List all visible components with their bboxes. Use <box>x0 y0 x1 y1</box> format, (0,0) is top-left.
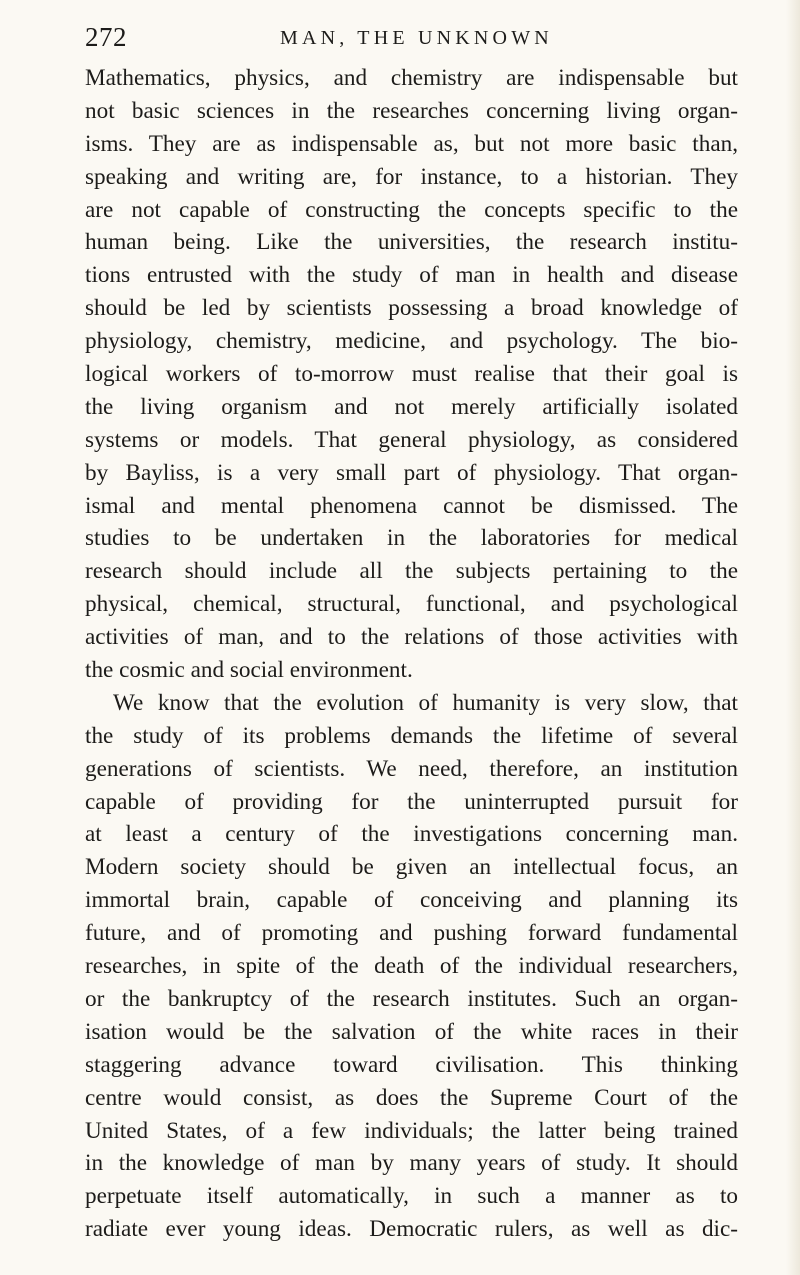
text-line: in the knowledge of man by many years of study. It should <box>85 1150 738 1177</box>
text-line: ismal and mental phenomena cannot be dismissed. The <box>85 492 738 519</box>
text-line: physical, chemical, structural, functional, and psychological <box>85 591 738 618</box>
text-line: capable of providing for the uninterrupted pursuit for <box>85 788 738 815</box>
text-line: centre would consist, as does the Supreme Court of the <box>85 1084 738 1111</box>
text-line: or the bankruptcy of the research institutes. Such an organ- <box>85 985 738 1012</box>
text-line: isation would be the salvation of the white races in their <box>85 1018 738 1045</box>
text-line: Mathematics, physics, and chemistry are indispensable but <box>85 65 738 91</box>
text-line: activities of man, and to the relations of those activities with <box>85 624 738 651</box>
text-line: systems or models. That general physiology, as considered <box>85 426 738 453</box>
running-title: MAN, THE UNKNOWN <box>280 27 553 49</box>
text-line: Modern society should be given an intellectual focus, an <box>85 854 738 881</box>
page-header <box>85 20 735 54</box>
text-line: human being. Like the universities, the research institu- <box>85 229 738 256</box>
text-line: perpetuate itself automatically, in such a manner as to <box>85 1183 738 1210</box>
text-line: radiate ever young ideas. Democratic rulers, as well as dic- <box>85 1216 738 1243</box>
text-line: staggering advance toward civilisation. This thinking <box>85 1051 738 1078</box>
text-line: by Bayliss, is a very small part of physiology. That organ- <box>85 459 738 486</box>
text-line: logical workers of to-morrow must realise that their goal is <box>85 361 738 388</box>
text-line: tions entrusted with the study of man in health and disease <box>85 262 738 289</box>
page-number: 272 <box>85 22 127 52</box>
text-line: speaking and writing are, for instance, to a historian. They <box>85 163 738 190</box>
text-line: United States, of a few individuals; the latter being trained <box>85 1117 738 1144</box>
body-text <box>85 62 738 1246</box>
page-edge-shadow <box>786 0 800 1275</box>
text-line: not basic sciences in the researches concerning living organ- <box>85 97 738 124</box>
text-line: should be led by scientists possessing a broad knowledge of <box>85 295 738 322</box>
text-line: researches, in spite of the death of the individual researchers, <box>85 953 738 980</box>
text-line: research should include all the subjects pertaining to the <box>85 558 738 585</box>
text-line: generations of scientists. We need, therefore, an institution <box>85 755 738 782</box>
text-line: future, and of promoting and pushing forward fundamental <box>85 920 738 947</box>
text-line: isms. They are as indispensable as, but not more basic than, <box>85 130 738 157</box>
paragraph-end-line: the cosmic and social environment. <box>85 657 413 684</box>
paragraph-start-line: We know that the evolution of humanity is very slow, that <box>113 689 738 716</box>
text-line: immortal brain, capable of conceiving and planning its <box>85 887 738 914</box>
text-line: studies to be undertaken in the laboratories for medical <box>85 525 738 552</box>
text-line: physiology, chemistry, medicine, and psychology. The bio- <box>85 328 738 355</box>
text-line: the study of its problems demands the lifetime of several <box>85 722 738 749</box>
text-line: the living organism and not merely artificially isolated <box>85 393 738 420</box>
text-line: are not capable of constructing the concepts specific to the <box>85 196 738 223</box>
text-line: at least a century of the investigations concerning man. <box>85 821 738 848</box>
